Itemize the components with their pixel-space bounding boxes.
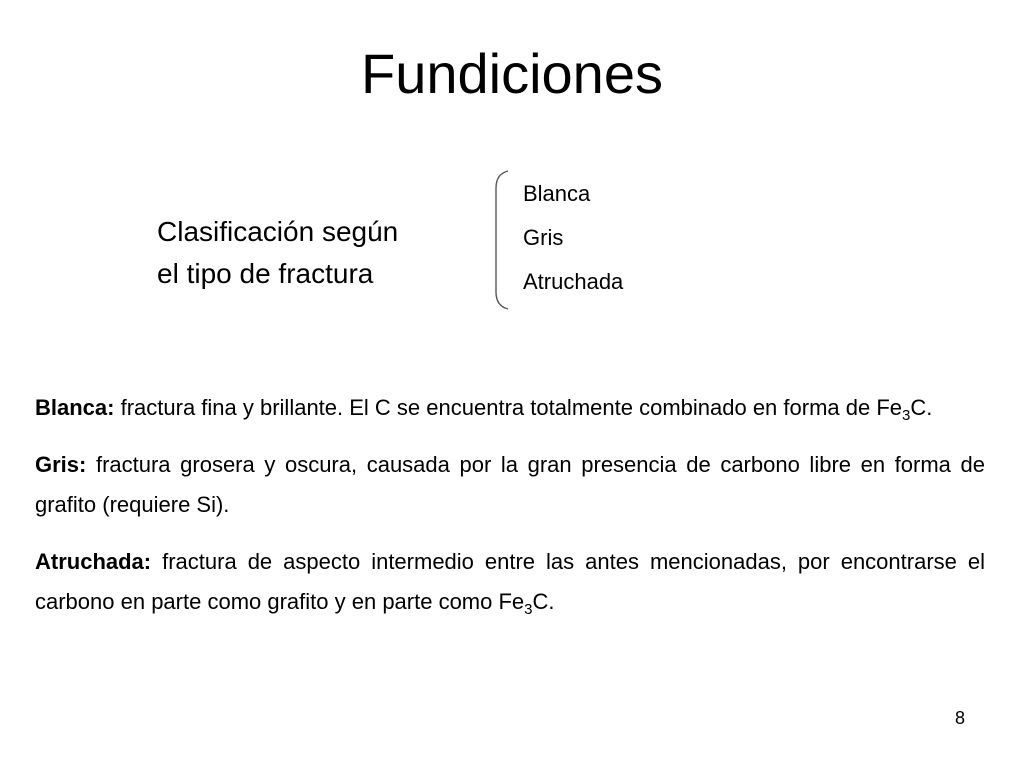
- fracture-type-item-gris: Gris: [523, 225, 564, 250]
- definition-term-blanca: Blanca:: [35, 395, 115, 420]
- fracture-type-item-atruchada: Atruchada: [523, 269, 624, 294]
- definition-term-gris: Gris:: [35, 452, 87, 477]
- definition-atruchada: [35, 542, 985, 622]
- classification-label: [157, 211, 398, 295]
- definition-text-atruchada: fractura de aspecto intermedio entre las antes mencionadas, por encontrarse el carbono en parte como grafito y en parte como Fe: [35, 549, 985, 614]
- left-bracket-icon: [488, 170, 512, 310]
- definitions-section: [35, 388, 985, 639]
- definition-text-atruchada-end: C.: [532, 589, 555, 614]
- classification-label-line1: Clasificación según: [157, 216, 399, 247]
- slide-title: Fundiciones: [361, 42, 663, 105]
- definition-text-blanca: fractura fina y brillante. El C se encuentra totalmente combinado en forma de Fe: [114, 395, 903, 420]
- definition-term-atruchada: Atruchada:: [35, 549, 152, 574]
- definition-text-blanca-end: C.: [910, 395, 933, 420]
- fracture-type-item-blanca: Blanca: [523, 181, 591, 206]
- page-number: 8: [954, 708, 965, 728]
- classification-label-line2: el tipo de fractura: [157, 258, 374, 289]
- definition-blanca: [35, 388, 985, 428]
- subscript-3: 3: [902, 407, 911, 424]
- definition-text-gris: fractura grosera y oscura, causada por la gran presencia de carbono libre en forma de grafito (requiere Si).: [35, 452, 985, 517]
- fracture-type-list: [523, 172, 623, 304]
- definition-gris: [35, 445, 985, 525]
- subscript-3: 3: [524, 601, 533, 618]
